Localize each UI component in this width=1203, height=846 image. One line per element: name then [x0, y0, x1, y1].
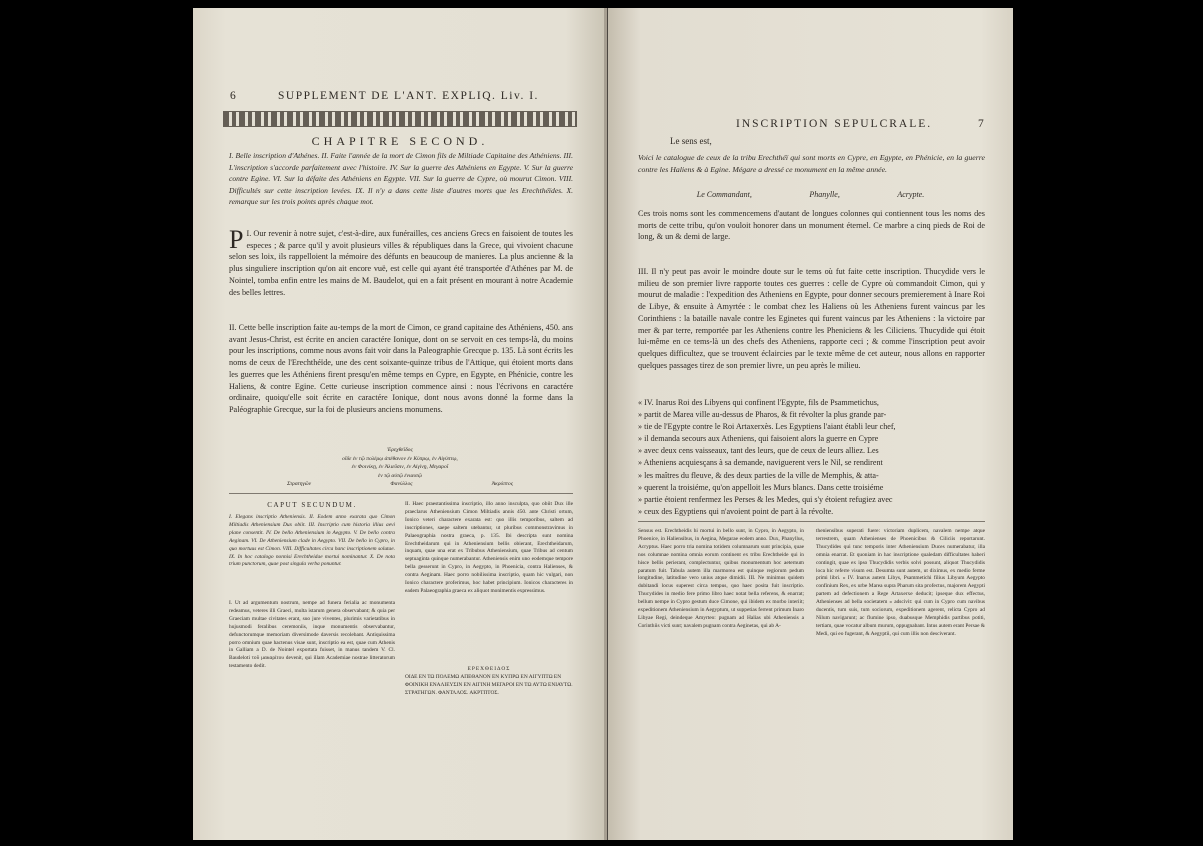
- page-number: 6: [230, 90, 237, 102]
- quote-line: » ceux des Egyptiens qui n'avoient point de part à la révolte.: [638, 506, 834, 516]
- paragraph-1: Ces trois noms sont les commencemens d'autant de longues colonnes qui contiennent tous les noms des morts de cette tribu, qu'on vouloit honorer dans un monument éternel. Ce marbre a cinq pieds de Roi de long, & un & demi de large.: [638, 209, 985, 242]
- greek-name: Στρατηγῶν: [287, 481, 312, 487]
- greek-line: ἐν τῷ αὐτῷ ἐνιαυτῷ: [378, 472, 422, 479]
- latin-column-1: Sensus est. Erechtheidis hi mortui in bello sunt, in Cypro, in Aegypto, in Phoenice, in Haliensibus, in Aegina, Megarae eodem anno. Dux, Phanyllus, Acryptus. Haec porro tria nomina totidem columnarum sunt principia, quae nos columnae nomina omnia eorum continent ex tribu Erechtheide qui in hisce bellis perierant, complectuntur, quibus monumentum hoc aeternum paratum fuit. Tabula autem illa marmorea est quinque regiorum pedum longitudine, latitudine vero unius atque dimidii. III. Ne minimus quidem dubitandi locus superest circa tempus, quo haec posita fuit inscriptio. Thucydides in medio fere primo libro haec notat bella referens, & enarrat; bellum nempe in Cypro gestum duce Cimone, qui ibidem ex morbo interiit; expeditionem Atheniensium in Aegyptum, ut suppetias ferrent primum Inaro Libyae Regi, deindeque Amyrteo: pugnam ad Halias ubi Atheniensis a Corinthiis victi sunt; navalem pugnam contra Aeginetas, qui ab A-: [638, 528, 804, 629]
- chapter-title: CHAPITRE SECOND.: [311, 134, 489, 148]
- latin-greek-capitals: [405, 666, 573, 698]
- quote-line: » Atheniens acquiesçans à sa demande, naviguerent vers le Nil, se rendirent: [638, 458, 883, 468]
- name-acrypte: Acrypte.: [897, 190, 925, 199]
- quote-line: » tie de l'Egypte contre le Roi Artaxerxès. Les Egyptiens l'aiant établi leur chef,: [638, 422, 896, 432]
- name-commandant: Le Commandant,: [696, 190, 752, 199]
- greek-inscription: [253, 446, 547, 489]
- greek-name: Φανύλλος: [390, 481, 413, 487]
- translation-quote: Voici le catalogue de ceux de la tribu Erechthéï qui sont morts en Cypre, en Egypte, en Phénicie, en la guerre contre les Haliens & à Egine. Mégare a dressé ce monument en la même année.: [638, 153, 985, 174]
- greek-line: ἐν Φοινίκῃ, ἐν Ἁλιεῦσιν, ἐν Αἰγίνῃ, Μεγαροῖ: [351, 464, 449, 470]
- intro-line: Le sens est,: [670, 136, 712, 146]
- paragraph-2: III. Il n'y peut pas avoir le moindre doute sur le tems où fut faite cette inscription. Thucydide vers le milieu de son premier livre rapporte toutes ces guerres : celle de Cypre où commandoit Cimon, qui y mourut de maladie : l'expedition des Atheniens en Egypte, pour donner secours premierement à Inare Roi de Libye, & ensuite à Amyrtée : le combat chez les Haliens où les Atheniens furent vaincus par les Corinthiens : la bataille navale contre les Eginetes qui furent vaincus par les Atheniens : la victoire par mer & par terre, remportée par les Atheniens contre les Pheniciens & les Ciliciens. Thucydide qui étoit lui-même en ce tems-là un des chefs des Atheniens, rapporte ceci ; & comme l'inscription peut avoir quelques difficultez, que se trouvent éclaircies par le texte même de cet auteur, nous allons en rapporter quelques passages tirez de son premier livre, un peu après le milieu.: [638, 267, 985, 370]
- quote-line: » les maîtres du fleuve, & des deux parties de la ville de Memphis, & atta-: [638, 470, 879, 480]
- divider: [229, 493, 573, 494]
- divider: [638, 521, 985, 522]
- running-head-title: SUPPLEMENT DE L'ANT. EXPLIQ. Liv. I.: [278, 90, 539, 102]
- greek-line: Ἐρεχθεΐδος: [387, 447, 413, 453]
- latin-summary: I. Elegans inscriptio Atheniensis. II. Eodem anno exarata quo Cimon Miltiadis Atheniensium Dux obiit. III. Inscriptio cum historia illius aevi plane consentit. IV. De bello Atheniensium in Aegypto. V. De bello contra Aeginam. VI. De Atheniensium clade in Aegypto. VII. De bello in Cypro, in quo mortuus est Cimon. VIII. Difficultates circa hanc inscriptionem solutae. IX. In hoc catalogo nonnisi Erechtheidae mortui nominantur. X. De nota trium punctorum, quae post singula verba ponuntur.: [229, 514, 395, 568]
- drop-cap: P: [229, 225, 244, 254]
- running-head-title: INSCRIPTION SEPULCRALE.: [736, 118, 933, 130]
- greek-caps-line: ΟΙΔΕ ΕΝ ΤΩ ΠΟΛΕΜΩ ΑΠΕΘΑΝΟΝ ΕΝ ΚΥΠΡΩ ΕΝ ΑΙΓΥΠΤΩ ΕΝ ΦΟΙΝΙΚΗ ΕΝΑΛΙΕΥΣΙΝ ΕΝ ΑΙΓΙΝΗ ΜΕΓΑΡΟΙ ΕΝ ΤΩ ΑΥΤΩ ΕΝΙΑΥΤΩ.: [405, 673, 573, 688]
- name-phanylle: Phanylle,: [809, 190, 840, 199]
- paragraph-1: [229, 225, 573, 298]
- quote-line: » querent la troisiéme, qu'on appelloit les Murs blancs. Dans cette troisiéme: [638, 482, 884, 492]
- decorative-ornament-band: [223, 111, 577, 127]
- names-row: [668, 190, 953, 199]
- page-number: 7: [978, 118, 985, 130]
- greek-name: Ἀκρύπτος: [491, 481, 513, 487]
- latin-column-1: I. Ut ad argumentum nostrum, nempe ad funera ferialia ac monumenta redeamus, veteres illi Graeci, multa istarum genera observabant; & quia per Graeciam multae civitates erant, suo jure viventes, plurimis varietatibus in hujusmodi feralibus ceremoniis, inque monumentis observabantur, defunctorumque memoriam diversimode daversis recolebant. Antiquissima porro omnium quae hactenus visae sunt, inscriptio ea est, quae cum Athenis in Galliam a D. de Nointel exportata fuisset, in manus tandem V. Cl. Baudeloti τοῦ μακαρίτου devenit, qui illam Academiae nostrae litteratorum testamento dedit.: [229, 600, 395, 670]
- quote-line: » il demanda secours aux Atheniens, qui faisoient alors la guerre en Cypre: [638, 434, 879, 444]
- greek-caps-line: ΣΤΡΑΤΗΓΩΝ. ΦΑΝΤΛΛΟΣ. ΑΚΡΤΠΤΟΣ.: [405, 689, 499, 696]
- quote-line: » partie étoient renfermez les Perses & les Medes, qui s'y étoient refugiez avec: [638, 494, 893, 504]
- quote-line: » partit de Marea ville au-dessus de Pharos, & fit révolter la plus grande par-: [638, 410, 887, 420]
- quote-line: » avec deux cens vaisseaux, tant des leurs, que de ceux de leurs alliez. Les: [638, 446, 879, 456]
- right-page: [608, 8, 1013, 840]
- chapter-summary: I. Belle inscription d'Athénes. II. Faite l'année de la mort de Cimon fils de Miltiade Capitaine des Athéniens. III. L'inscription s'accorde parfaitement avec l'histoire. IV. Sur la guerre des Athéniens en Egypte. V. Sur la guerre contre Egine. VI. Sur la défaite des Athéniens en Egypte. VII. Sur la guerre de Cypre, où mourut Cimon. VIII. Difficultés sur cette inscription levées. IX. Il n'y a dans cette liste d'autres morts que les Erechthéïdes. X. remarque sur les trois points après chaque mot.: [229, 151, 573, 207]
- latin-column-2: theniensibus superati fuere: victoriam duplicem, navalem nempe atque terrestrem, quam Athenienses de Phoenicibus & Ciliciis reportarunt. Thucydides qui tunc temporis inter Atheniensium Duces numerabatur, illa omnia enarrat. Et quoniam in hac inscriptione qualedam difficultates haberi contingit, quae ex ipso Thucydidis verbis solvi possunt, aliquot Thucydidis loca hic referre visum est. Desumta sunt autem, ut diximus, ex medio ferme primi libri. « IV. Inarus autem Libys, Psammetichi filius Libyum Aegypto confinium Rex, ex urbe Marea supra Pharum sita profectus, majorem Aegypti partem ad defectionem a Rege Artaxerxe deducit; ipseque dux effectus, Athenienses ad bella societatem » adscivit: qui cum in Cypro cum navibus ducentis, tum suis, tum sociorum, expeditionem agerent, relicta Cypro ad Nilum navigarunt; ac flumine ipso, duabusque Memphidis partibus potiti, tertiam, quae vocatur album murum, oppugnabant. Intus autem erant Persae & Medi, qui eo fugerant, & Aegyptii, qui cum illis non desciverant.: [816, 528, 986, 637]
- latin-column-2: II. Haec praestantissima inscriptio, illo anno insculpta, quo obiit Dux ille praeclarus Atheniensium Cimon Miltiadis annis 450. ante Christi ortum, Ionico veteri charactere exarata est: quo illis temporibus, saltem ad inscriptiones, saepe saltem utebantur, ut pluribus commonstravimus in Palaeographia nostra graeca, p. 135. Ibi descripta sunt nomina Erechtheidarum qui in Atheniensium bellis obierant, Erechtheidarum, inquam, quae una erat ex Tribubus Atheniensium, quae Tribus ad centum septuaginta quinque numerabantur. Atheniensis enim uno eodemque tempore bella gesserunt in Cypro, in Aegypto, in Phoenicia, contra Halienses, & contra Aeginam. Haec porro nobilissima inscriptio, quam hic vulgari, non Ionico charactere proferimus, hoc habet principium. Ionicos characteres in eadem Palaeographia graeca ex aliquot monimentis expressimus.: [405, 501, 573, 594]
- greek-caps-line: ΕΡΕΧΘΕΙΔΟΣ: [467, 666, 511, 672]
- quoted-passage: [638, 397, 985, 518]
- quote-line: « IV. Inarus Roi des Libyens qui confinent l'Egypte, fils de Psammetichus,: [638, 398, 879, 407]
- paragraph-1-text: I. Our revenir à notre sujet, c'est-à-dire, aux funérailles, ces anciens Grecs en faisoient de toutes les especes ; & parce qu'il y avoit plusieurs villes & républiques dans la Grece, qui vivoient chacune selon ses loix, ils rappelloient la mémoire des défunts en beaucoup de manieres. La plus ancienne & la plus singuliere inscription qu'on ait encore vuë, est celle qui ayant été transportée d'Athénes par M. de Nointel, tomba enfin entre les mains de M. Baudelot, qui en a fait présent en mourant à notre Academie des belles lettres.: [229, 229, 573, 297]
- paragraph-2: II. Cette belle inscription faite au-temps de la mort de Cimon, ce grand capitaine des Athéniens, 450. ans avant Jesus-Christ, est écrite en ancien caractére Ionique, dont on se servoit en ces temps-là, du moins pour les inscriptions, comme nous avons fait voir dans la Paleographie Grecque p. 135. Là sont écrits les noms de ceux de l'Erechthéïde, une des cent soixante-quinze tribus de l'Attique, qui étoient morts dans les guerres que les Athéniens firent presqu'en même temps en Cypre, en Egypte, en Phénicie, contre les Haliens, & contre Egine. Cette curieuse inscription commence ainsi : nous l'écrivons en caractére ordinaire, quoiqu'elle soit écrite en caractére Ionique, dont nous avons donné la forme dans la Paléographie Grecque, sur la foi de plusieurs anciens monumens.: [229, 323, 573, 414]
- latin-heading: CAPUT SECUNDUM.: [267, 501, 357, 509]
- greek-line: οἵδε ἐν τῷ πολέμῳ ἀπέθανον ἐν Κύπρῳ, ἐν Αἰγύπτῳ,: [342, 455, 458, 462]
- left-page: [193, 8, 607, 840]
